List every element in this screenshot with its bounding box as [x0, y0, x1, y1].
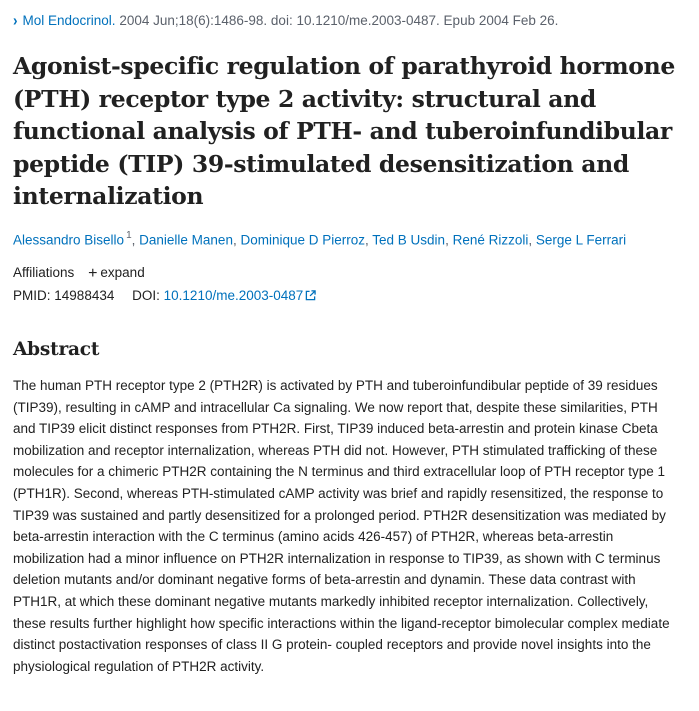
author-list: Alessandro Bisello $^1$, Danielle Manen, Dominique D Pierroz, Ted B Usdin, René Rizzoli, Serge L Ferrari — [13, 230, 627, 248]
plus-icon: + — [88, 265, 98, 282]
abstract-heading: Abstract — [13, 339, 100, 360]
author-link[interactable]: Ted B Usdin — [372, 232, 446, 248]
author-link[interactable]: Danielle Manen — [139, 232, 233, 248]
affiliations-row — [13, 264, 145, 282]
abstract-text: The human PTH receptor type 2 (PTH2R) is activated by PTH and tuberoinfundibular peptide of 39 residues (TIP39), resulting in cAMP and intracellular Ca signaling. We now report that, despite these similarities, PTH and TIP39 elicit distinct responses from PTH2R. First, TIP39 induced beta-arrestin and protein kinase Cbeta mobilization and receptor internalization, whereas PTH did not. However, PTH stimulated trafficking of these molecules for a chimeric PTH2R containing the N terminus and third extracellular loop of PTH receptor type 1 (PTH1R). Second, whereas PTH-stimulated cAMP activity was brief and rapidly resensitized, the response to TIP39 was sustained and partly desensitized for a prolonged period. PTH2R desensitization was mediated by beta-arrestin interaction with the C terminus (amino acids 426-457) of PTH2R, whereas beta-arrestin mobilization had a minor influence on PTH2R internalization in response to TIP39, as shown with C terminus deletion mutants and/or dominant negative forms of beta-arrestin and dynamin. These data contrast with PTH1R, at which these dominant negative mutants markedly inhibited receptor internalization. Collectively, these results further highlight how specific interactions within the ligand-receptor bimolecular complex mediate distinct postactivation responses of class II G protein- coupled receptors and provide novel insights into the physiological regulation of PTH2R activity. — [13, 378, 670, 674]
pmid-value: 14988434 — [54, 288, 115, 303]
author-link[interactable]: Alessandro Bisello — [13, 232, 125, 248]
citation-line — [13, 13, 558, 28]
doi-value: 10.1210/me.2003-0487 — [163, 288, 304, 303]
author-link[interactable]: Serge L Ferrari — [535, 232, 627, 248]
affiliations-label: Affiliations — [13, 265, 75, 280]
expand-label: expand — [100, 265, 145, 280]
author-link[interactable]: René Rizzoli — [452, 232, 529, 248]
identifiers-row — [13, 288, 316, 303]
expand-affiliations-button[interactable] — [88, 265, 145, 280]
doi-link[interactable] — [164, 288, 317, 303]
author-link[interactable]: Dominique D Pierroz — [240, 232, 366, 248]
chevron-right-icon[interactable]: › — [13, 11, 18, 30]
pmid-label: PMID: — [13, 288, 51, 303]
affiliation-ref[interactable]: 1 — [126, 230, 132, 241]
journal-link[interactable]: Mol Endocrinol. — [22, 13, 116, 28]
external-link-icon — [305, 290, 316, 301]
citation-details: 2004 Jun;18(6):1486-98. doi: 10.1210/me.2003-0487. Epub 2004 Feb 26. — [119, 13, 559, 28]
doi-label: DOI: — [132, 288, 160, 303]
article-title: Agonist-specific regulation of parathyroid hormone (PTH) receptor type 2 activity: structural and functional analysis of PTH- and tuberoinfundibular peptide (TIP) 39-stimulated desensitization and internalization — [13, 52, 675, 210]
